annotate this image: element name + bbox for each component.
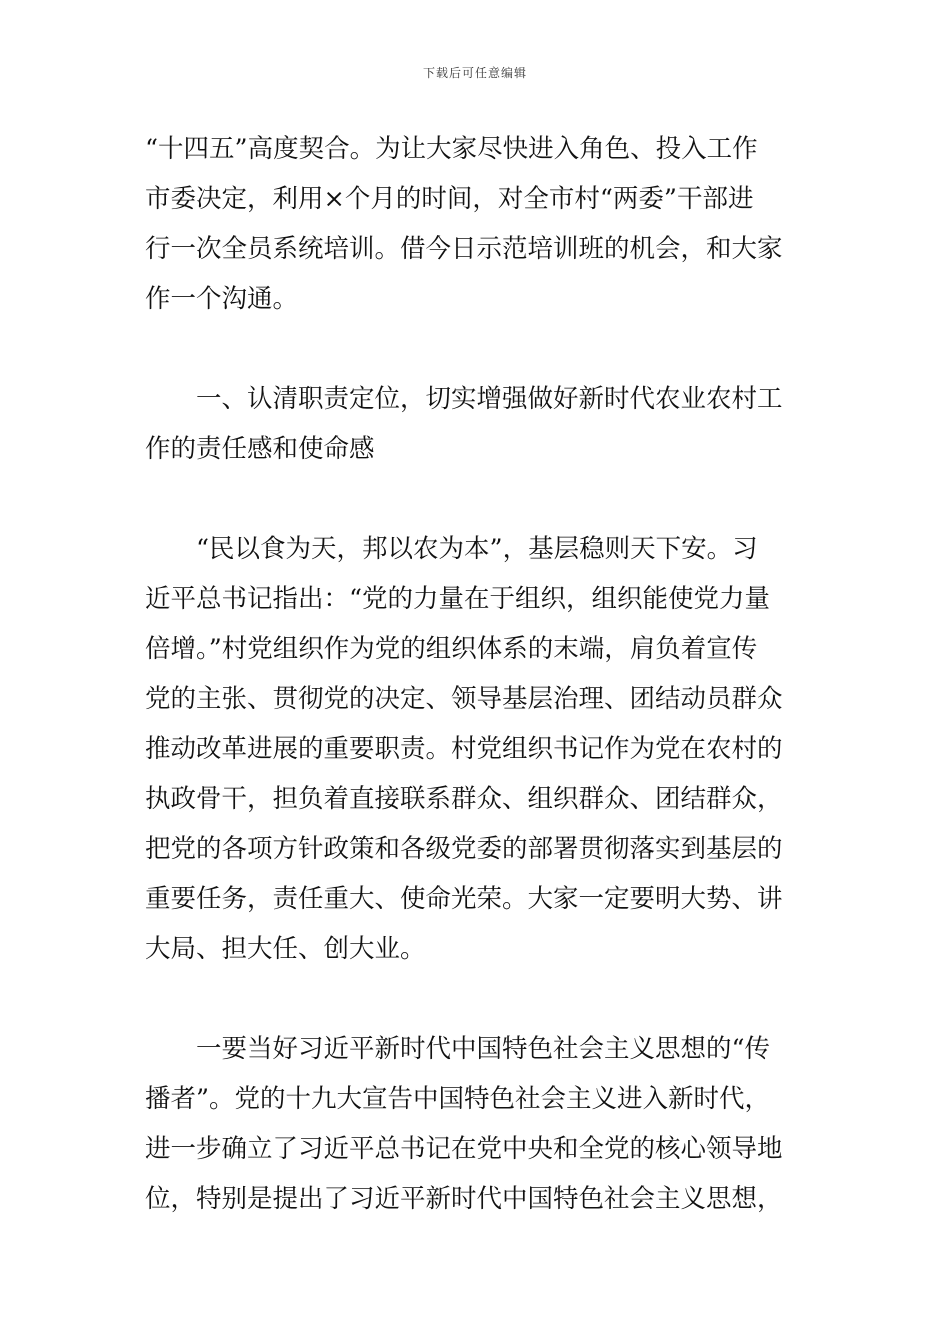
text-line: 重要任务，责任重大、使命光荣。大家一定要明大势、讲 <box>145 884 783 914</box>
text-line: 播者”。党的十九大宣告中国特色社会主义进入新时代， <box>145 1084 771 1114</box>
text-line: 近平总书记指出：“党的力量在于组织，组织能使党力量 <box>145 584 771 614</box>
text-line: “十四五”高度契合。为让大家尽快进入角色、投入工作 <box>145 134 758 164</box>
paragraph-intro <box>145 124 807 324</box>
page-header: 下载后可任意编辑 <box>422 66 527 80</box>
paragraph-gap <box>145 974 807 1024</box>
paragraph-body-1 <box>145 524 807 974</box>
text-line: 执政骨干，担负着直接联系群众、组织群众、团结群众， <box>145 784 783 814</box>
text-line: 党的主张、贯彻党的决定、领导基层治理、团结动员群众 <box>145 684 783 714</box>
text-line: 进一步确立了习近平总书记在党中央和全党的核心领导地 <box>145 1134 783 1164</box>
document-body <box>145 124 807 1224</box>
paragraph-body-2 <box>145 1024 807 1224</box>
text-line: 作的责任感和使命感 <box>145 434 375 464</box>
text-line: 位，特别是提出了习近平新时代中国特色社会主义思想， <box>145 1184 783 1214</box>
text-line: 推动改革进展的重要职责。村党组织书记作为党在农村的 <box>145 734 783 764</box>
text-line: 作一个沟通。 <box>145 284 299 314</box>
paragraph-gap <box>145 474 807 524</box>
text-line: 把党的各项方针政策和各级党委的部署贯彻落实到基层的 <box>145 834 783 864</box>
text-line: 一、认清职责定位，切实增强做好新时代农业农村工 <box>145 384 783 414</box>
text-line: “民以食为天，邦以农为本”，基层稳则天下安。习 <box>145 534 758 564</box>
text-line: 市委决定，利用×个月的时间，对全市村“两委”干部进 <box>145 184 754 214</box>
text-line: 倍增。”村党组织作为党的组织体系的末端，肩负着宣传 <box>145 634 758 664</box>
paragraph-gap <box>145 324 807 374</box>
text-line: 大局、担大任、创大业。 <box>145 934 426 964</box>
text-line: 行一次全员系统培训。借今日示范培训班的机会，和大家 <box>145 234 783 264</box>
section-heading <box>145 374 807 474</box>
text-line: 一要当好习近平新时代中国特色社会主义思想的“传 <box>145 1034 771 1064</box>
